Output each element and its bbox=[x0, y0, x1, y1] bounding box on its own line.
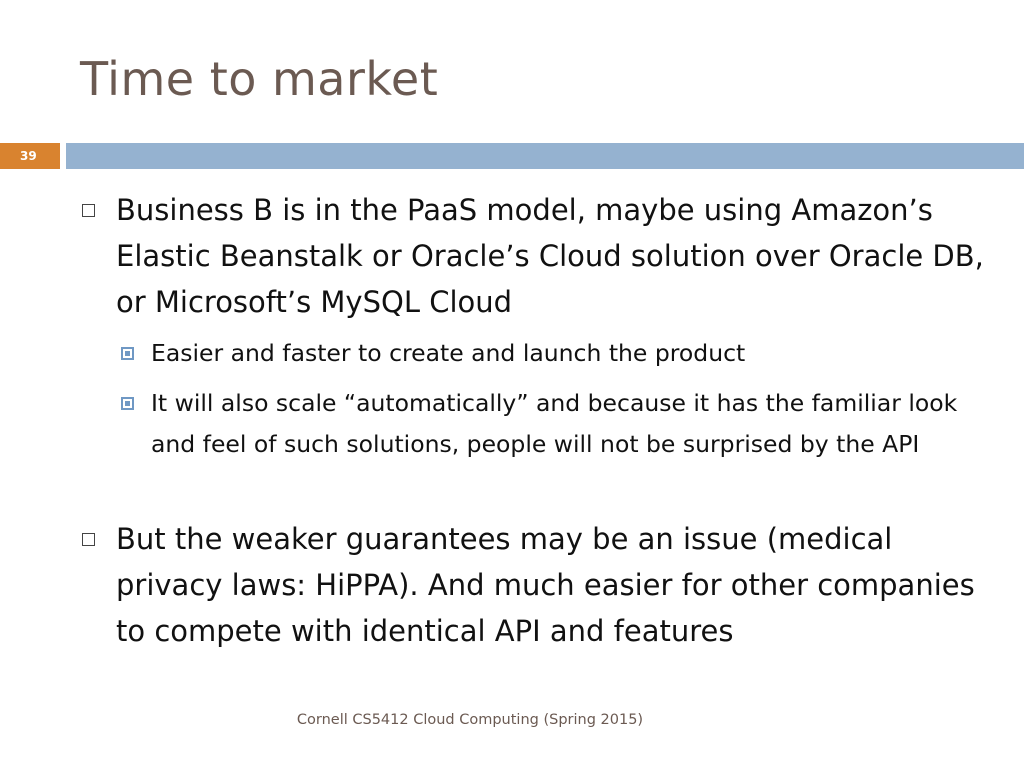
sub-bullet-1-2-text: It will also scale “automatically” and because it has the familiar look and feel of such solutions, people will not be surprised by the API bbox=[151, 389, 958, 458]
hollow-square-icon bbox=[82, 204, 95, 217]
slide-number: 39 bbox=[0, 143, 60, 169]
sub-bullet-1-1-text: Easier and faster to create and launch the product bbox=[151, 339, 746, 367]
bullet-1-text: Business B is in the PaaS model, maybe using Amazon’s Elastic Beanstalk or Oracle’s Cloud solution over Oracle DB, or Microsoft’s MySQL Cloud bbox=[116, 193, 984, 319]
bullet-2-text: But the weaker guarantees may be an issue (medical privacy laws: HiPPA). And much easier for other companies to compete with identical API and features bbox=[116, 522, 975, 648]
boxed-square-icon bbox=[121, 397, 134, 410]
slide-title: Time to market bbox=[80, 52, 439, 106]
slide-footer: Cornell CS5412 Cloud Computing (Spring 2015) bbox=[296, 712, 644, 728]
title-rule bbox=[66, 143, 1024, 169]
boxed-square-icon bbox=[121, 347, 134, 360]
hollow-square-icon bbox=[82, 533, 95, 546]
